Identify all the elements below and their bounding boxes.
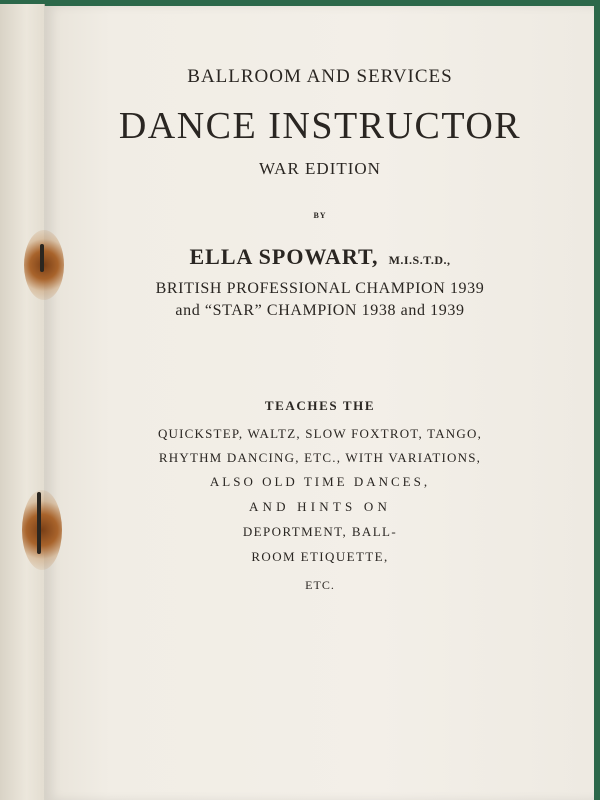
teaches-line: DEPORTMENT, BALL-: [242, 524, 398, 539]
teaches-heading: TEACHES THE: [264, 398, 376, 413]
credential-2: and “STAR” CHAMPION 1938 and 1939: [175, 302, 465, 319]
teaches-line: ETC.: [305, 578, 335, 592]
teaches-line: AND HINTS ON: [248, 499, 392, 514]
staple-lower: [37, 492, 41, 554]
title-page-content: [44, 0, 596, 800]
teaches-line: ALSO OLD TIME DANCES,: [209, 474, 431, 489]
author-name: ELLA SPOWART,: [189, 244, 379, 269]
by-label: BY: [313, 211, 327, 220]
teaches-line: ROOM ETIQUETTE,: [251, 549, 389, 564]
teaches-line: RHYTHM DANCING, ETC., WITH VARIATIONS,: [158, 450, 482, 465]
author-line: [44, 244, 596, 270]
edition-label: WAR EDITION: [259, 159, 381, 178]
book-title: DANCE INSTRUCTOR: [118, 105, 522, 147]
teaches-line: QUICKSTEP, WALTZ, SLOW FOXTROT, TANGO,: [157, 426, 483, 441]
heading-top: BALLROOM AND SERVICES: [187, 66, 453, 87]
author-suffix: M.I.S.T.D.,: [388, 253, 451, 267]
credential-1: BRITISH PROFESSIONAL CHAMPION 1939: [155, 280, 485, 297]
left-page-edge: [0, 4, 45, 800]
